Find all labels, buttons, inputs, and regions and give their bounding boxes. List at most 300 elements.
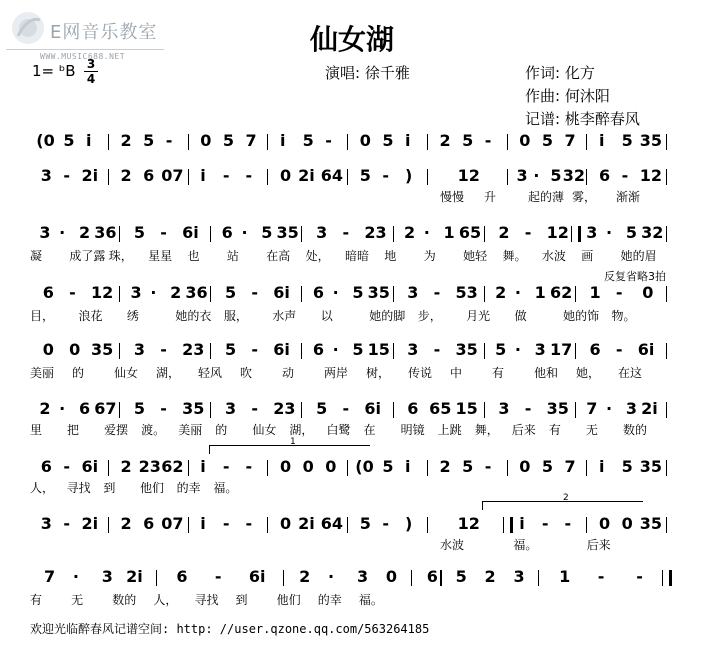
- note-token: 6: [143, 514, 155, 533]
- lyric-word: 上跳: [437, 423, 462, 437]
- note-token: 5: [382, 131, 394, 150]
- note-token: -: [251, 283, 258, 302]
- note-token: 6i: [182, 223, 199, 242]
- note-token: 35: [455, 340, 478, 359]
- lyric-row: [0, 190, 704, 206]
- lyric-word: 水声: [272, 309, 297, 323]
- note-token: ·: [533, 166, 540, 185]
- note-token: -: [621, 166, 629, 185]
- note-token: 53: [455, 283, 478, 302]
- barline: [538, 570, 539, 586]
- barline: [666, 169, 667, 185]
- meter-bottom: 4: [86, 72, 96, 86]
- note-token: 5: [261, 223, 273, 242]
- note-token: 0: [385, 567, 397, 586]
- lyric-word: 慢慢: [440, 190, 465, 204]
- note-token: -: [597, 567, 605, 586]
- repeat-note: 反复省略3拍: [604, 270, 666, 283]
- note-token: 1: [534, 283, 546, 302]
- note-token: -: [222, 457, 230, 476]
- lyric-word: 她的饰: [563, 309, 600, 323]
- note-token: 6: [599, 166, 611, 185]
- note-token: -: [484, 457, 492, 476]
- barline: [347, 134, 348, 150]
- first-ending-bracket: [209, 437, 370, 454]
- note-token: 35: [639, 131, 662, 150]
- lyric-word: 数的: [112, 593, 137, 607]
- barline: [586, 517, 587, 533]
- note-token: ·: [59, 223, 66, 242]
- note-token: 0: [200, 131, 212, 150]
- note-token: 6i: [273, 340, 290, 359]
- barline: [119, 226, 120, 242]
- note-token: ·: [72, 567, 79, 586]
- lyric-word: 把: [67, 423, 80, 437]
- lyric-word: 以: [320, 309, 333, 323]
- lyric-word: 站: [226, 249, 239, 263]
- barline: [210, 226, 211, 242]
- note-token: -: [222, 166, 230, 185]
- note-token: 65: [429, 399, 452, 418]
- lyric-word: 起的薄: [528, 190, 565, 204]
- note-token: 6i: [81, 457, 99, 476]
- note-token: 2i: [298, 166, 315, 185]
- note-token: 6: [143, 166, 155, 185]
- note-token: 67: [94, 399, 117, 418]
- barline: [301, 343, 302, 359]
- barline: [188, 460, 189, 476]
- barline: [108, 134, 109, 150]
- note-token: 5: [495, 340, 507, 359]
- barline: [301, 402, 302, 418]
- note-token: 2: [120, 166, 132, 185]
- barline: [347, 169, 348, 185]
- note-token: -: [160, 399, 167, 418]
- note-token: 5: [621, 131, 633, 150]
- lyric-word: 到: [103, 481, 116, 495]
- key-signature: 1= ᵇB: [32, 62, 76, 80]
- note-token: 2: [439, 131, 451, 150]
- note-token: 3: [534, 340, 546, 359]
- note-token: 1: [443, 223, 455, 242]
- note-token: 5: [541, 131, 554, 150]
- lyric-word: 他们: [276, 593, 301, 607]
- lyric-word: 水波: [440, 538, 465, 552]
- note-token: 5: [302, 131, 314, 150]
- note-token: 07: [161, 166, 184, 185]
- note-token: i: [85, 131, 92, 150]
- lyric-word: 为: [423, 249, 436, 263]
- lyric-word: 星星: [148, 249, 173, 263]
- note-token: 0: [359, 131, 371, 150]
- note-token: 2i: [298, 514, 315, 533]
- barline: [301, 226, 302, 242]
- note-token: ): [404, 514, 413, 533]
- note-token: 2: [120, 457, 132, 476]
- note-token: ·: [241, 223, 248, 242]
- note-token: 5: [550, 166, 562, 185]
- lyric-row: [0, 366, 704, 382]
- lyric-word: 雾，: [572, 190, 597, 204]
- note-token: 3: [516, 166, 528, 185]
- barline: [188, 134, 189, 150]
- note-token: 3: [101, 567, 113, 586]
- note-token: 0: [280, 457, 292, 476]
- staff-row: [0, 341, 704, 361]
- note-token: 5: [224, 283, 237, 302]
- lyric-word: 渡。: [141, 423, 166, 437]
- note-token: 35: [90, 340, 114, 359]
- note-token: ·: [423, 223, 430, 242]
- lyric-word: 绣: [126, 309, 139, 323]
- note-token: -: [325, 131, 332, 150]
- barline: [575, 402, 576, 418]
- note-token: 35: [276, 223, 299, 242]
- note-token: 6i: [637, 340, 655, 359]
- barline: [393, 226, 394, 242]
- lyric-word: 有: [30, 593, 43, 607]
- note-token: 0: [642, 283, 654, 302]
- note-token: 2: [78, 223, 91, 242]
- lyric-word: 福。: [213, 481, 238, 495]
- note-token: 7: [43, 567, 56, 586]
- barline: [301, 286, 302, 302]
- note-token: 5: [133, 399, 145, 418]
- note-token: 12: [457, 166, 480, 185]
- note-token: ·: [514, 340, 521, 359]
- second-ending-bracket: [482, 493, 643, 510]
- barline: [427, 517, 428, 533]
- lyric-word: 到: [235, 593, 248, 607]
- lyric-word: 在这: [618, 366, 643, 380]
- note-token: 12: [90, 283, 114, 302]
- lyric-word: 的: [72, 366, 85, 380]
- singer-credit: 演唱: 徐千雅: [325, 64, 410, 82]
- note-token: 5: [621, 457, 633, 476]
- note-token: 2: [439, 457, 451, 476]
- staff-row: [0, 284, 704, 304]
- note-token: 5: [625, 223, 637, 242]
- note-token: ·: [150, 283, 157, 302]
- note-token: 0: [519, 131, 531, 150]
- lyric-word: 浪花: [78, 309, 103, 323]
- note-token: 6: [312, 340, 324, 359]
- note-token: 6: [589, 340, 601, 359]
- lyric-word: 他们: [140, 481, 165, 495]
- note-token: -: [541, 514, 549, 533]
- note-token: 5: [541, 457, 554, 476]
- note-token: -: [615, 340, 623, 359]
- footer-text: 欢迎光临醉春风记谱空间: http: //user.qzone.qq.com/563264185: [30, 622, 430, 636]
- barline: [427, 169, 428, 185]
- note-token: -: [484, 131, 492, 150]
- note-token: 32: [641, 223, 664, 242]
- note-token: 3: [586, 223, 598, 242]
- note-token: 5: [462, 131, 474, 150]
- note-token: 2i: [81, 166, 99, 185]
- composer-credit: 作曲: 何沐阳: [525, 87, 610, 105]
- note-token: 35: [639, 457, 662, 476]
- barline: [210, 402, 211, 418]
- note-token: -: [524, 223, 532, 242]
- note-token: 2i: [641, 399, 658, 418]
- note-token: ·: [606, 223, 613, 242]
- note-token: 6: [40, 457, 52, 476]
- note-token: ·: [59, 399, 66, 418]
- barline: [666, 517, 667, 533]
- note-token: i: [519, 514, 525, 533]
- note-token: 3: [316, 223, 328, 242]
- note-token: 7: [564, 131, 576, 150]
- note-token: 23: [182, 340, 205, 359]
- note-token: i: [200, 514, 206, 533]
- final-barline: [662, 570, 672, 586]
- note-token: 5: [316, 399, 328, 418]
- note-token: 5: [455, 567, 467, 586]
- note-token: 0: [42, 340, 54, 359]
- lyric-word: 目，: [30, 309, 55, 323]
- lyric-word: 物。: [611, 309, 636, 323]
- note-token: 62: [549, 283, 573, 302]
- note-token: -: [615, 283, 623, 302]
- note-token: 3: [407, 340, 419, 359]
- note-token: -: [251, 399, 258, 418]
- barline: [427, 134, 428, 150]
- note-token: 0: [280, 166, 292, 185]
- lyric-word: 也: [187, 249, 200, 263]
- note-token: 2: [299, 567, 311, 586]
- barline: [507, 134, 508, 150]
- note-token: 35: [367, 283, 390, 302]
- barline: [210, 343, 211, 359]
- note-token: 23: [138, 457, 161, 476]
- note-token: 6: [221, 223, 233, 242]
- note-token: 3: [356, 567, 369, 586]
- staff-row: [0, 132, 704, 152]
- note-token: ·: [514, 283, 521, 302]
- lyric-word: 福。: [513, 538, 538, 552]
- lyric-word: 湖，: [289, 423, 314, 437]
- lyric-word: 美丽: [30, 366, 55, 380]
- staff-row: [0, 515, 704, 535]
- barline: [119, 343, 120, 359]
- lyric-word: 的幸: [176, 481, 201, 495]
- note-token: 6: [407, 399, 419, 418]
- lyric-word: 爱摆: [104, 423, 129, 437]
- lyric-word: 动: [282, 366, 295, 380]
- note-token: 5: [143, 131, 155, 150]
- lyric-row: [0, 309, 704, 325]
- volta-1-label: 1: [290, 437, 296, 447]
- note-token: 2: [120, 131, 132, 150]
- note-token: (0: [36, 131, 55, 150]
- lyric-word: 轻风: [198, 366, 223, 380]
- lyric-word: 吹: [240, 366, 253, 380]
- note-token: 6: [176, 567, 188, 586]
- barline: [507, 460, 508, 476]
- note-token: 3: [40, 514, 52, 533]
- note-token: 3: [625, 399, 637, 418]
- note-token: ): [404, 166, 413, 185]
- barline: [484, 343, 485, 359]
- lyric-word: 福。: [358, 593, 383, 607]
- lyric-word: 湖，: [156, 366, 181, 380]
- note-token: 32: [562, 166, 586, 185]
- note-token: -: [245, 457, 253, 476]
- lyric-word: 人，: [30, 481, 55, 495]
- note-token: 0: [280, 514, 292, 533]
- barline: [119, 402, 120, 418]
- barline: [393, 402, 394, 418]
- note-token: 7: [586, 399, 598, 418]
- lyric-word: 仙女: [252, 423, 277, 437]
- note-token: 17: [549, 340, 573, 359]
- lyric-word: 的幸: [317, 593, 342, 607]
- lyric-word: 数的: [622, 423, 647, 437]
- note-token: i: [599, 131, 605, 150]
- note-token: 0: [519, 457, 531, 476]
- barline: [188, 517, 189, 533]
- lyric-word: 做: [514, 309, 527, 323]
- note-token: 5: [224, 340, 237, 359]
- lyricist-credit: 作词: 化方: [525, 64, 595, 82]
- lyric-word: 成了露: [69, 249, 106, 263]
- note-token: 3: [39, 223, 51, 242]
- barline: [267, 169, 268, 185]
- lyric-word: 明镜: [400, 423, 425, 437]
- note-token: i: [200, 457, 206, 476]
- barline: [484, 286, 485, 302]
- lyric-row: [0, 249, 704, 265]
- note-token: -: [63, 166, 71, 185]
- note-token: 0: [302, 457, 314, 476]
- lyric-word: 人，: [153, 593, 178, 607]
- note-token: -: [63, 514, 71, 533]
- lyric-word: 中: [450, 366, 463, 380]
- note-token: 15: [455, 399, 478, 418]
- note-token: 15: [367, 340, 390, 359]
- barline: [267, 517, 268, 533]
- note-token: -: [165, 131, 173, 150]
- lyric-row: [0, 593, 704, 609]
- note-token: ·: [328, 567, 335, 586]
- lyric-word: 有: [492, 366, 505, 380]
- barline: [575, 286, 576, 302]
- note-token: 6i: [364, 399, 381, 418]
- note-token: -: [251, 340, 258, 359]
- note-token: 3: [224, 399, 237, 418]
- note-token: 1: [589, 283, 601, 302]
- note-token: -: [222, 514, 230, 533]
- lyric-word: 寻找: [66, 481, 91, 495]
- note-token: 2i: [126, 567, 143, 586]
- lyric-word: 里: [30, 423, 43, 437]
- note-token: 65: [458, 223, 482, 242]
- note-token: 6i: [248, 567, 266, 586]
- barline: [267, 460, 268, 476]
- barline: [484, 226, 485, 242]
- lyric-word: 渐渐: [616, 190, 641, 204]
- note-token: 7: [245, 131, 257, 150]
- note-token: 23: [364, 223, 387, 242]
- note-token: -: [69, 283, 76, 302]
- barline: [666, 226, 667, 242]
- watermark-url: WWW.MUSIC688.NET: [40, 52, 126, 61]
- note-token: i: [280, 131, 286, 150]
- note-token: 5: [63, 131, 75, 150]
- note-token: 12: [639, 166, 662, 185]
- barline: [347, 517, 348, 533]
- barline: [108, 517, 109, 533]
- final-barline: [440, 570, 442, 586]
- lyric-word: 有: [548, 423, 561, 437]
- note-token: 36: [94, 223, 117, 242]
- note-token: ·: [332, 283, 339, 302]
- note-token: -: [524, 399, 532, 418]
- staff-row: [0, 400, 704, 420]
- staff-row: [0, 458, 704, 478]
- note-token: i: [404, 457, 411, 476]
- note-token: (0: [355, 457, 374, 476]
- note-token: 6: [312, 283, 324, 302]
- barline: [575, 343, 576, 359]
- barline: [666, 402, 667, 418]
- lyric-word: 凝: [30, 249, 43, 263]
- note-token: 1: [559, 567, 571, 586]
- note-token: -: [433, 340, 441, 359]
- meter-top: 3: [86, 57, 96, 71]
- lyric-word: 舞，: [474, 423, 499, 437]
- note-token: 2: [39, 399, 51, 418]
- lyric-word: 白鹭: [326, 423, 351, 437]
- lyric-word: 的: [215, 423, 228, 437]
- note-token: -: [160, 223, 167, 242]
- lyric-word: 她的脚: [369, 309, 406, 323]
- staff-row: [0, 224, 704, 244]
- note-token: ·: [606, 399, 613, 418]
- note-token: 23: [273, 399, 296, 418]
- transcriber-credit: 记谱: 桃李醉春风: [525, 110, 640, 128]
- lyric-word: 步，: [417, 309, 442, 323]
- note-token: 5: [133, 223, 145, 242]
- lyric-word: 月光: [466, 309, 491, 323]
- lyric-word: 美丽: [178, 423, 203, 437]
- note-token: -: [63, 457, 71, 476]
- lyric-word: 处，: [305, 249, 330, 263]
- note-token: 3: [133, 340, 145, 359]
- repeat-barline: [503, 517, 513, 533]
- note-token: 0: [69, 340, 81, 359]
- lyric-word: 珠，: [108, 249, 133, 263]
- barline: [586, 134, 587, 150]
- staff-row: [0, 167, 704, 187]
- note-token: 7: [564, 457, 576, 476]
- repeat-barline: [571, 226, 581, 242]
- barline: [427, 460, 428, 476]
- lyric-word: 在: [363, 423, 376, 437]
- lyric-word: 在高: [266, 249, 291, 263]
- note-token: 0: [325, 457, 337, 476]
- note-token: 2: [403, 223, 416, 242]
- note-token: 07: [161, 514, 184, 533]
- barline: [586, 460, 587, 476]
- note-token: -: [342, 399, 350, 418]
- time-signature: [84, 58, 98, 85]
- note-token: -: [160, 340, 167, 359]
- lyric-word: 服，: [223, 309, 248, 323]
- note-token: 5: [382, 457, 394, 476]
- barline: [586, 169, 587, 185]
